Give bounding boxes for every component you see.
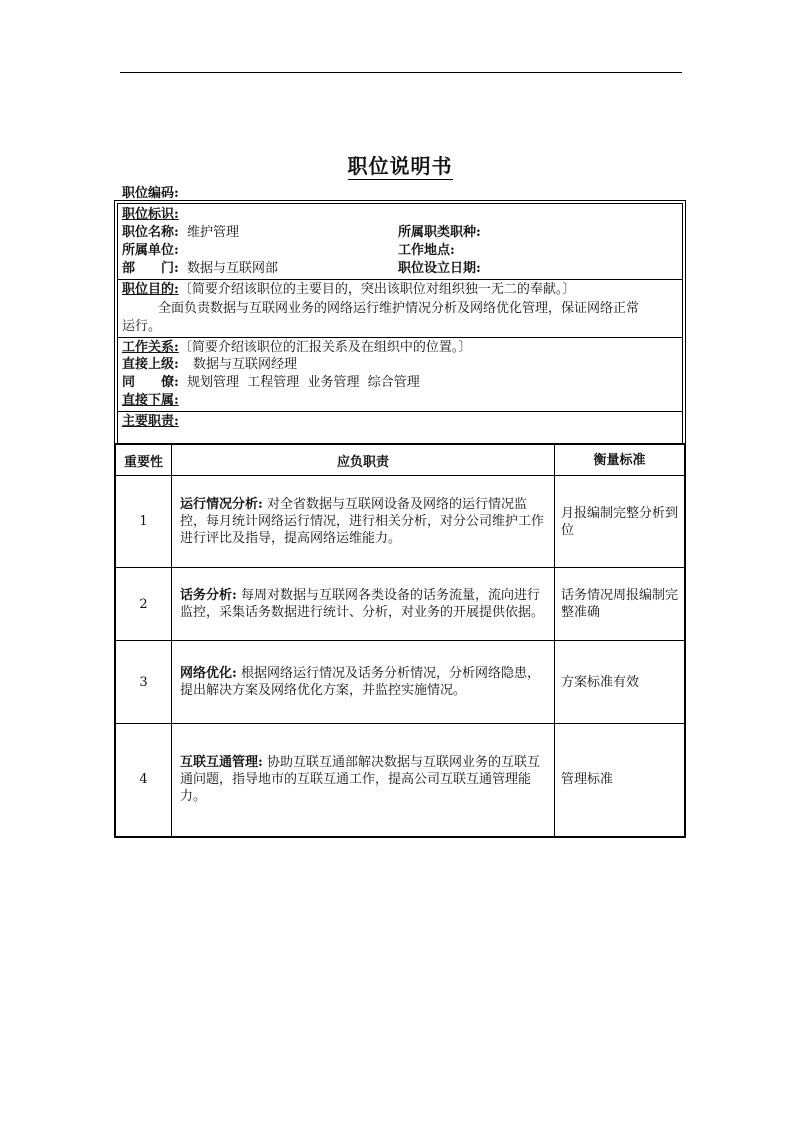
location-label: 工作地点:: [398, 243, 455, 258]
duty-cell: [172, 476, 555, 568]
duty-cell: [172, 724, 555, 837]
importance-cell: 1: [115, 476, 172, 568]
duty-text: 每周对数据与互联网各类设备的话务流量，流向进行监控，采集话务数据进行统计、分析，对业务的开展提供依据。: [180, 588, 545, 620]
relations-label: 工作关系:: [122, 340, 179, 355]
relations-row: [122, 340, 471, 356]
divider: [118, 411, 682, 412]
duties-table: [114, 443, 686, 838]
duty-title: 运行情况分析:: [180, 497, 263, 512]
table-row: [115, 568, 685, 641]
purpose-label: 职位目的:: [122, 282, 179, 297]
peer-value: 规划管理 工程管理 业务管理 综合管理: [186, 375, 420, 390]
peer-row: [122, 375, 420, 391]
table-row: [115, 641, 685, 724]
name-label: 职位名称:: [122, 225, 179, 240]
dept-value: 数据与互联网部: [186, 261, 278, 276]
superior-value: 数据与互联网经理: [192, 357, 297, 372]
info-box-inner: [117, 203, 683, 443]
purpose-hint: 〔简要介绍该职位的主要目的，突出该职位对组织独一无二的奉献。〕: [178, 282, 576, 297]
ident-label: 职位标识:: [122, 207, 179, 222]
purpose-row: [122, 282, 575, 298]
superior-row: [122, 357, 297, 373]
unit-label: 所属单位:: [122, 243, 179, 258]
standard-cell: 话务情况周报编制完整准确: [555, 568, 686, 641]
duties-label: 主要职责:: [122, 414, 179, 429]
divider: [118, 337, 682, 338]
table-row: [115, 476, 685, 568]
importance-cell: 3: [115, 641, 172, 724]
name-value: 维护管理: [186, 225, 239, 240]
table-header-row: [115, 444, 685, 476]
relations-hint: 〔简要介绍该职位的汇报关系及在组织中的位置。〕: [178, 340, 472, 355]
purpose-line1: 全面负责数据与互联网业务的网络运行维护情况分析及网络优化管理，保证网络正常: [158, 301, 640, 316]
duty-text: 根据网络运行情况及话务分析情况，分析网络隐患，提出解决方案及网络优化方案，并监控实施情况。: [180, 666, 540, 698]
dept-row: [122, 261, 278, 277]
header-duty: 应负职责: [172, 444, 555, 476]
duty-text: 协助互联互通部解决数据与互联网业务的互联互通问题，指导地市的互联互通工作，提高公司互联互通管理能力。: [180, 755, 540, 805]
table-row: [115, 724, 685, 837]
family-label: 所属职类职种:: [398, 225, 481, 240]
info-box: [114, 200, 686, 444]
sub-label: 直接下属:: [122, 393, 179, 408]
name-row: [122, 225, 239, 241]
duty-text: 对全省数据与互联网设备及网络的运行情况监控，每月统计网络运行情况，进行相关分析，对分公司维护工作进行评比及指导，提高网络运维能力。: [180, 497, 545, 546]
importance-cell: 4: [115, 724, 172, 837]
purpose-line2: 运行。: [122, 319, 162, 334]
standard-cell: 管理标准: [555, 724, 686, 837]
standard-cell: 方案标准有效: [555, 641, 686, 724]
duty-cell: [172, 568, 555, 641]
importance-cell: 2: [115, 568, 172, 641]
top-rule: [120, 72, 682, 73]
duty-cell: [172, 641, 555, 724]
header-importance: 重要性: [115, 444, 172, 476]
dept-label: 部 门:: [122, 261, 179, 276]
duty-title: 互联互通管理:: [180, 755, 263, 771]
position-code-label: 职位编码:: [122, 186, 179, 201]
divider: [118, 279, 682, 280]
superior-label: 直接上级:: [122, 357, 179, 372]
duty-title: 网络优化:: [180, 666, 237, 681]
standard-cell: 月报编制完整分析到位: [555, 476, 686, 568]
date-label: 职位设立日期:: [398, 261, 481, 276]
page-title: 职位说明书: [347, 154, 453, 178]
header-standard: 衡量标准: [555, 444, 686, 476]
duty-title: 话务分析:: [180, 588, 237, 603]
peer-label: 同 僚:: [122, 375, 179, 390]
